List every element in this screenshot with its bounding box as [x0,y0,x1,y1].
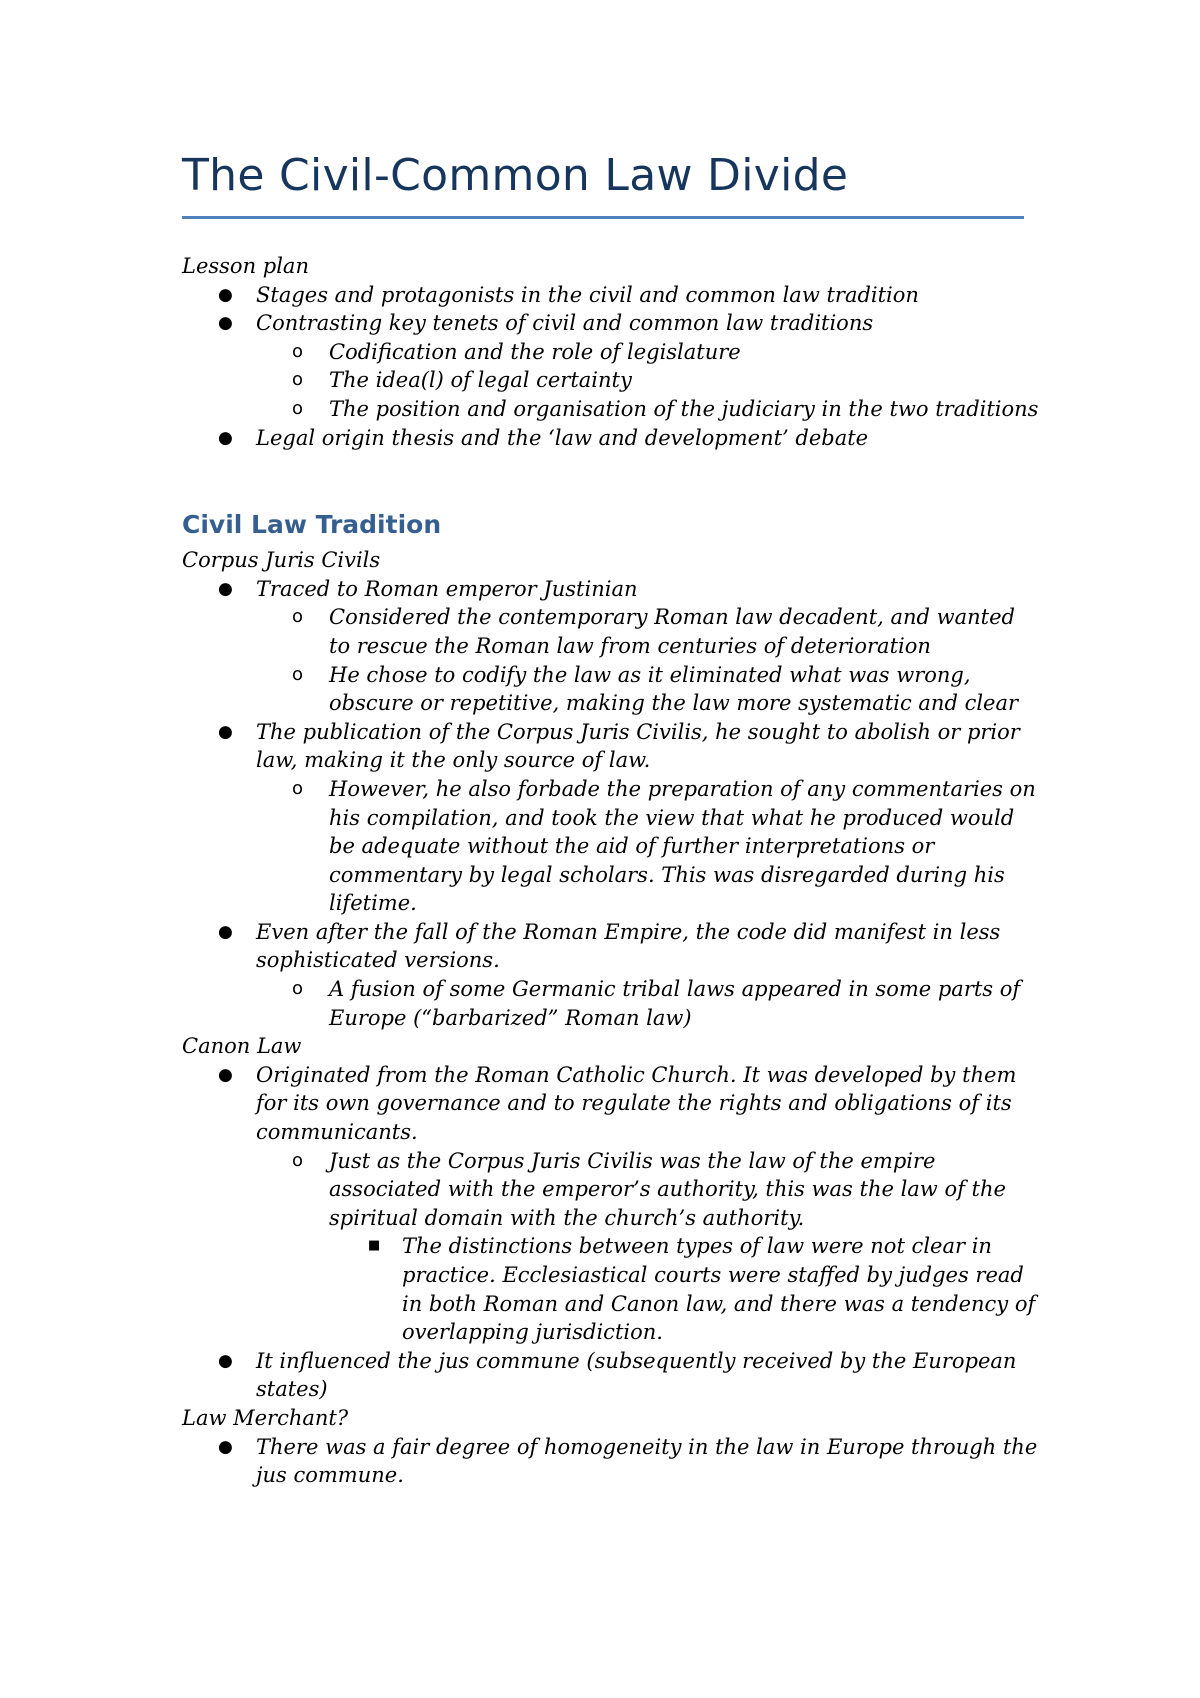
square-bullet-icon: ■ [368,1238,381,1254]
sub-list [182,775,1042,918]
corpus-list [182,575,1042,1033]
sub-list [182,975,1042,1032]
list-item: ■ The distinctions between types of law were not clear in practice. Ecclesiastical courts were staffed by judges read in both Roman and Canon law, and there was a tendency of overlapping jurisdiction. [368,1234,1036,1345]
circle-bullet-icon: o [292,978,304,1000]
sub-list [182,603,1042,717]
document-title: The Civil-Common Law Divide [182,150,849,201]
circle-bullet-icon: o [292,340,304,362]
circle-bullet-icon: o [292,663,304,685]
bullet-icon: ● [218,1350,233,1371]
list-item: ● Traced to Roman emperor Justinian o Considered the contemporary Roman law decadent, and wanted to rescue the Roman law from centuries of deterioration o He chose to codify the law as it eliminated what was wrong, obscure or repetitive, making the law more systematic and clear [182,575,1042,718]
law-merchant-list [182,1433,1042,1490]
lesson-plan-label: Lesson plan [182,254,309,278]
bullet-icon: ● [218,1064,233,1085]
list-item: ● The publication of the Corpus Juris Civilis, he sought to abolish or prior law, making it the only source of law. o However, he also forbade the preparation of any commentaries on his compilation, and took the view that what he produced would be adequate without the aid of further interpretations or commentary by legal scholars. This was disregarded during his lifetime. [182,718,1042,918]
list-item: ● Originated from the Roman Catholic Church. It was developed by them for its own governance and to regulate the rights and obligations of its communicants. o Just as the Corpus Juris Civilis was the law of the empire associated with the emperor’s authority, this was the law of the spiritual domain with the church’s authority. ■ The distinctions between types of law were not clear in practice. Ecclesiastical courts were staffed by judges read in both Roman and Canon law, and there was a tendency of overlapping jurisdiction. [182,1061,1042,1347]
document-body [182,252,1042,1490]
list-item: o However, he also forbade the preparation of any commentaries on his compilation, and took the view that what he produced would be adequate without the aid of further interpretations or commentary by legal scholars. This was disregarded during his lifetime. [292,776,1036,916]
list-item: ● It influenced the jus commune (subsequently received by the European states) [218,1348,1017,1402]
title-underline [182,216,1024,219]
bullet-icon: ● [218,578,233,599]
bullet-icon: ● [218,1436,233,1457]
list-item: ● Legal origin thesis and the ‘law and development’ debate [182,424,1042,453]
list-item: o The position and organisation of the judiciary in the two traditions [182,395,1042,424]
list-item: ● Contrasting key tenets of civil and common law traditions o Codification and the role of legislature o The idea(l) of legal certainty o The position and organisation of the judiciary in the two traditions [182,309,1042,423]
canon-law-label: Canon Law [182,1034,302,1059]
circle-bullet-icon: o [292,1149,304,1171]
list-item: ● Stages and protagonists in the civil and common law tradition [182,281,1042,310]
sub-list [182,338,1042,424]
canon-law-list [182,1061,1042,1404]
sub-list [182,1147,1042,1347]
circle-bullet-icon: o [292,397,304,419]
list-item: o A fusion of some Germanic tribal laws appeared in some parts of Europe (“barbarized” Roman law) [292,977,1021,1030]
bullet-icon: ● [218,313,233,334]
circle-bullet-icon: o [292,369,304,391]
list-item: o Codification and the role of legislature [182,338,1042,367]
section-heading-civil-law: Civil Law Tradition [182,510,442,540]
circle-bullet-icon: o [292,606,304,628]
list-item: o He chose to codify the law as it eliminated what was wrong, obscure or repetitive, making the law more systematic and clear [292,662,1019,716]
corpus-label: Corpus Juris Civils [182,548,381,573]
bullet-icon: ● [218,427,233,448]
list-item: ● There was a fair degree of homogeneity in the law in Europe through the jus commune. [218,1434,1038,1488]
law-merchant-label: Law Merchant? [182,1405,349,1430]
lesson-plan-list [182,281,1042,453]
sub-sub-list [182,1232,1042,1346]
bullet-icon: ● [218,921,233,942]
bullet-icon: ● [218,284,233,305]
bullet-icon: ● [218,721,233,742]
list-item: ● Even after the fall of the Roman Empire, the code did manifest in less sophisticated versions. o A fusion of some Germanic tribal laws appeared in some parts of Europe (“barbarized” Roman law) [182,918,1042,1032]
list-item: o Considered the contemporary Roman law decadent, and wanted to rescue the Roman law from centuries of deterioration [292,605,1015,658]
circle-bullet-icon: o [292,777,304,799]
list-item: o Just as the Corpus Juris Civilis was the law of the empire associated with the emperor’s authority, this was the law of the spiritual domain with the church’s authority. ■ The distinctions between types of law were not clear in practice. Ecclesiastical courts were staffed by judges read in both Roman and Canon law, and there was a tendency of overlapping jurisdiction. [182,1147,1042,1347]
list-item: o The idea(l) of legal certainty [182,366,1042,395]
